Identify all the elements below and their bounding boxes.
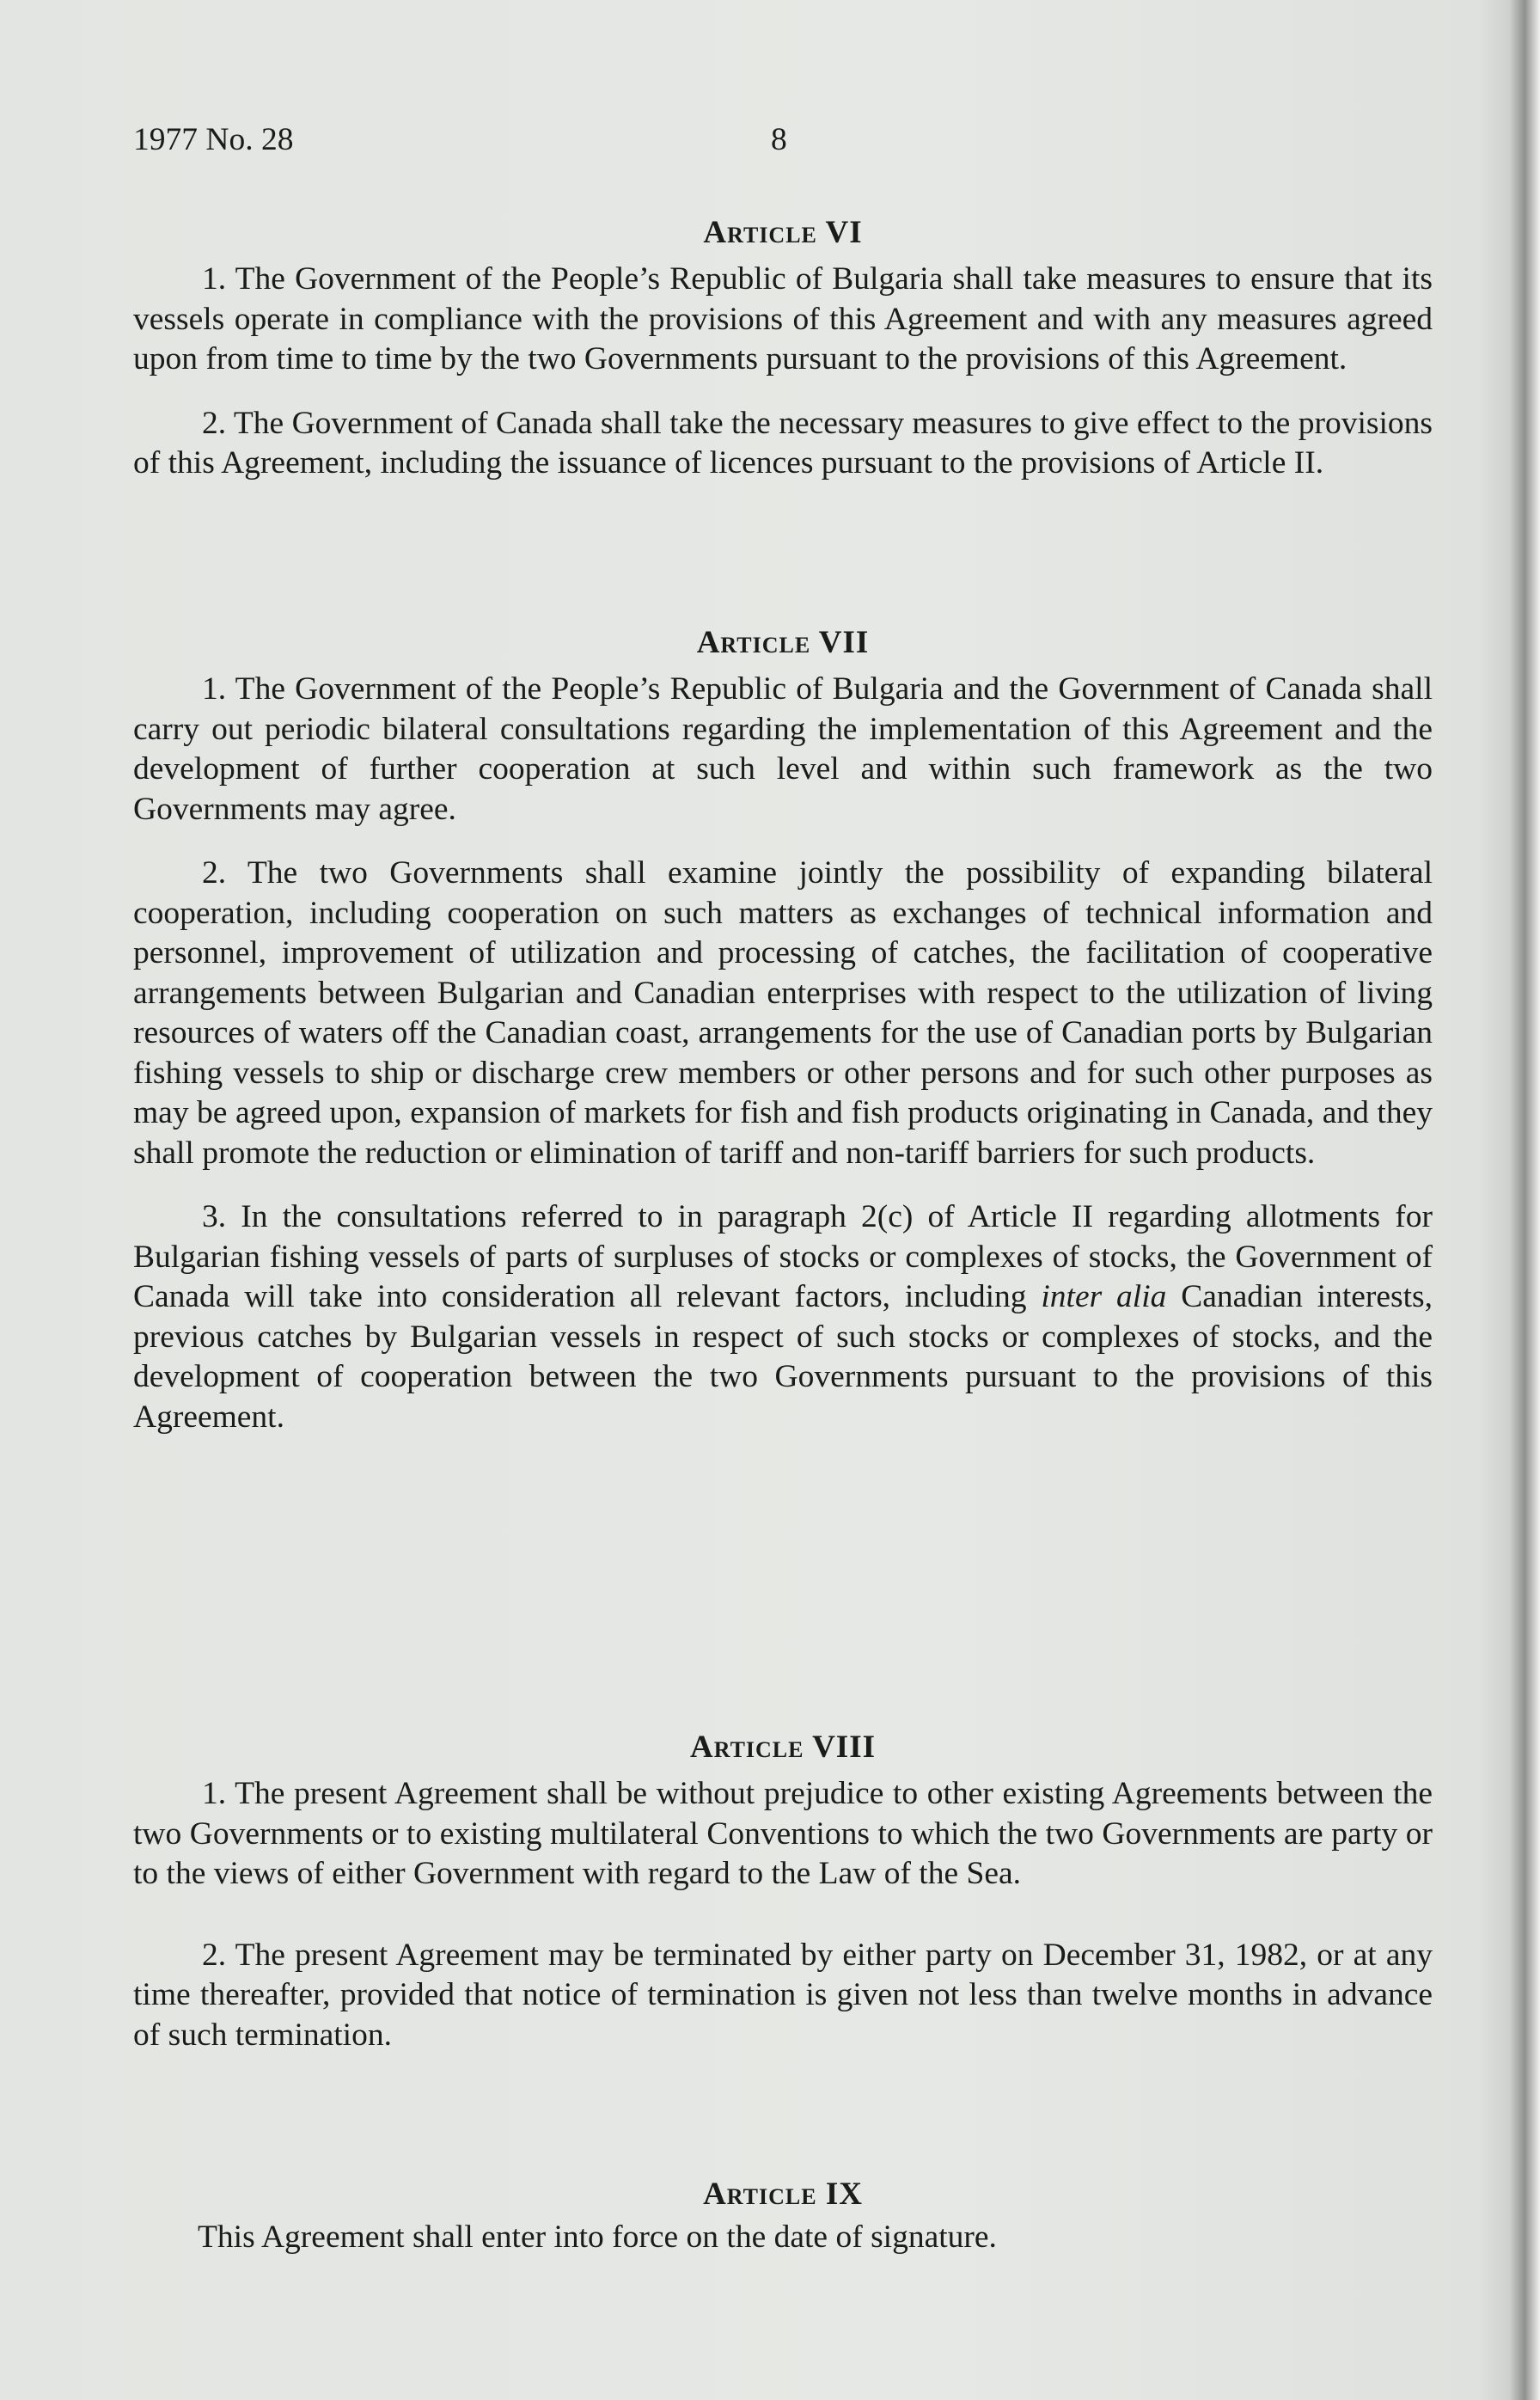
- page-number: 8: [771, 122, 787, 157]
- paragraph: 1. The Government of the People’s Republic of Bulgaria shall take measures to ensure that its vessels operate in compliance with the provisions of this Agreement and with any measures agreed upon from time to time by the two Governments pursuant to the provisions of this Agreement.: [133, 261, 1433, 377]
- paragraph: 1. The Government of the People’s Republic of Bulgaria and the Government of Canada shall carry out periodic bilateral consultations regarding the implementation of this Agreement and the development of further cooperation at such level and within such framework as the two Governments may agree.: [133, 671, 1433, 827]
- article-heading: Article VI: [703, 215, 863, 250]
- paragraph: 2. The Government of Canada shall take the necessary measures to give effect to the provisions of this Agreement, including the issuance of licences pursuant to the provisions of Article II.: [133, 405, 1433, 481]
- running-header: [133, 120, 1433, 172]
- article-ix: [133, 2175, 1433, 2258]
- article-heading: Article VII: [696, 625, 870, 660]
- paragraph: 2. The present Agreement may be terminated by either party on December 31, 1982, or at any time thereafter, provided that notice of termination is given not less than twelve months in advance of such termination.: [133, 1937, 1433, 2053]
- paragraph-text: 3. In the consultations referred to in paragraph 2(c) of Article II regarding allotments for Bulgarian fishing vessels of parts of surpluses of stocks or complexes of stocks, the Government of Canada will take into consideration all relevant factors, including: [133, 1199, 1433, 1314]
- document-body: [133, 120, 1433, 2255]
- paragraph: 2. The two Governments shall examine jointly the possibility of expanding bilateral cooperation, including cooperation on such matters as exchanges of technical information and personnel, improvement of utilization and processing of catches, the facilitation of cooperative arrangements between Bulgarian and Canadian enterprises with respect to the utilization of living resources of waters off the Canadian coast, arrangements for the use of Canadian ports by Bulgarian fishing vessels to ship or discharge crew members or other persons and for such other purposes as may be agreed upon, expansion of markets for fish and fish products originating in Canada, and they shall promote the reduction or elimination of tariff and non-tariff barriers for such products.: [133, 855, 1433, 1171]
- article-vii: [133, 623, 1433, 1437]
- article-heading: Article IX: [703, 2177, 863, 2212]
- italic-phrase: inter alia: [1041, 1279, 1167, 1314]
- paragraph: [133, 1197, 1433, 1437]
- paragraph-text: Canadian interests, previous catches by Bulgarian vessels in respect of such stocks or complexes of stocks, and the development of cooperation between the two Governments pursuant to the provisions of this Agreement.: [133, 1279, 1433, 1435]
- paragraph: This Agreement shall enter into force on the date of signature.: [198, 2219, 997, 2255]
- article-vi: [133, 213, 1433, 484]
- article-heading: Article VIII: [689, 1730, 876, 1765]
- paragraph: 1. The present Agreement shall be without prejudice to other existing Agreements between the two Governments or to existing multilateral Conventions to which the two Governments are party or to the views of either Government with regard to the Law of the Sea.: [133, 1776, 1433, 1891]
- article-viii: [133, 1728, 1433, 2055]
- year-and-number: 1977 No. 28: [133, 122, 294, 157]
